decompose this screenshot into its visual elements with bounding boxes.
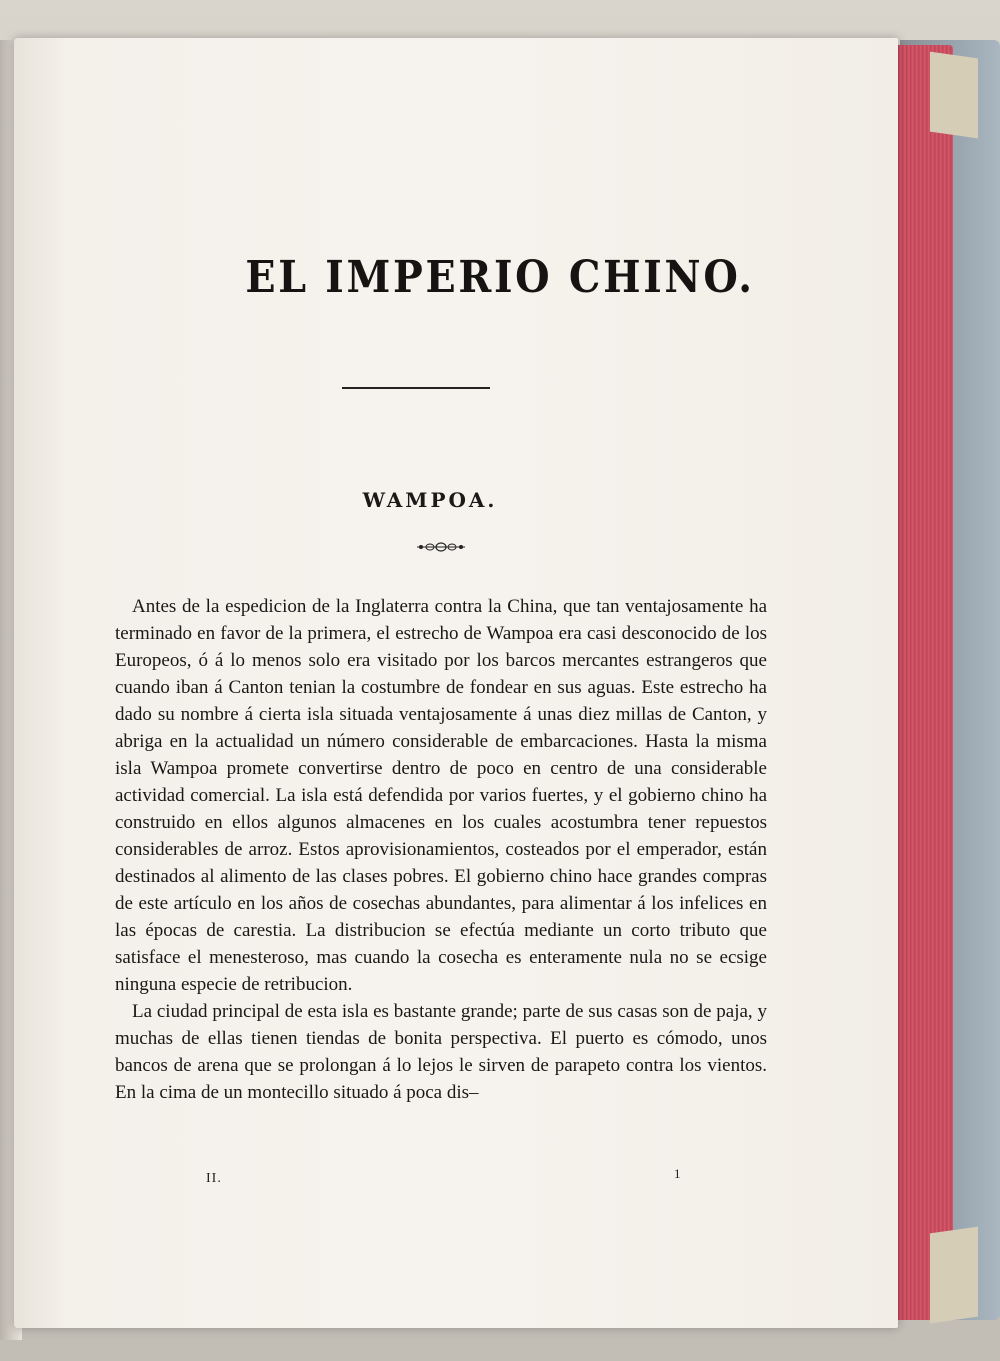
volume-number: II.	[206, 1171, 222, 1186]
red-page-edges	[895, 45, 953, 1320]
cover-corner-top	[930, 52, 978, 139]
title-rule	[342, 387, 490, 389]
paragraph: Antes de la espedicion de la Inglaterra contra la China, que tan ventajosamente ha terminado en favor de la primera, el estrecho de Wampoa era casi desconocido de los Europeos, ó á lo menos solo era visitado por los barcos mercantes estrangeros que cuando iban á Canton tenian la costumbre de fondear en sus aguas. Este estrecho ha dado su nombre á cierta isla situada ventajosamente á unas diez millas de Canton, y abriga en la actualidad un número considerable de embarcaciones. Hasta la misma isla Wampoa promete convertirse dentro de poco en centro de una considerable actividad comercial. La isla está defendida por varios fuertes, y el gobierno chino ha construido en ellos algunos almacenes en los cuales acostumbra tener repuestos considerables de arroz. Estos aprovisionamientos, costeados por el emperador, están destinados al alimento de las clases pobres. El gobierno chino hace grandes compras de este artículo en los años de cosechas abundantes, para alimentar á los infelices en las épocas de carestia. La distribucion se efectúa mediante un corto tributo que satisface el menesteroso, mas cuando la cosecha es enteramente nula no se ecsige ninguna especie de retribucion.	[115, 596, 767, 995]
page-title: EL IMPERIO CHINO.	[245, 252, 755, 303]
paragraph: La ciudad principal de esta isla es bastante grande; parte de sus casas son de paja, y muchas de ellas tienen tiendas de bonita perspectiva. El puerto es cómodo, unos bancos de arena que se prolongan á lo lejos le sirven de parapeto contra los vientos. En la cima de un montecillo situado á poca dis–	[115, 1001, 767, 1103]
section-heading: WAMPOA.	[362, 488, 498, 512]
signature-mark: 1	[674, 1166, 681, 1181]
cover-corner-bottom	[930, 1227, 978, 1324]
ornament-icon	[415, 540, 467, 554]
body-text	[115, 593, 767, 1106]
